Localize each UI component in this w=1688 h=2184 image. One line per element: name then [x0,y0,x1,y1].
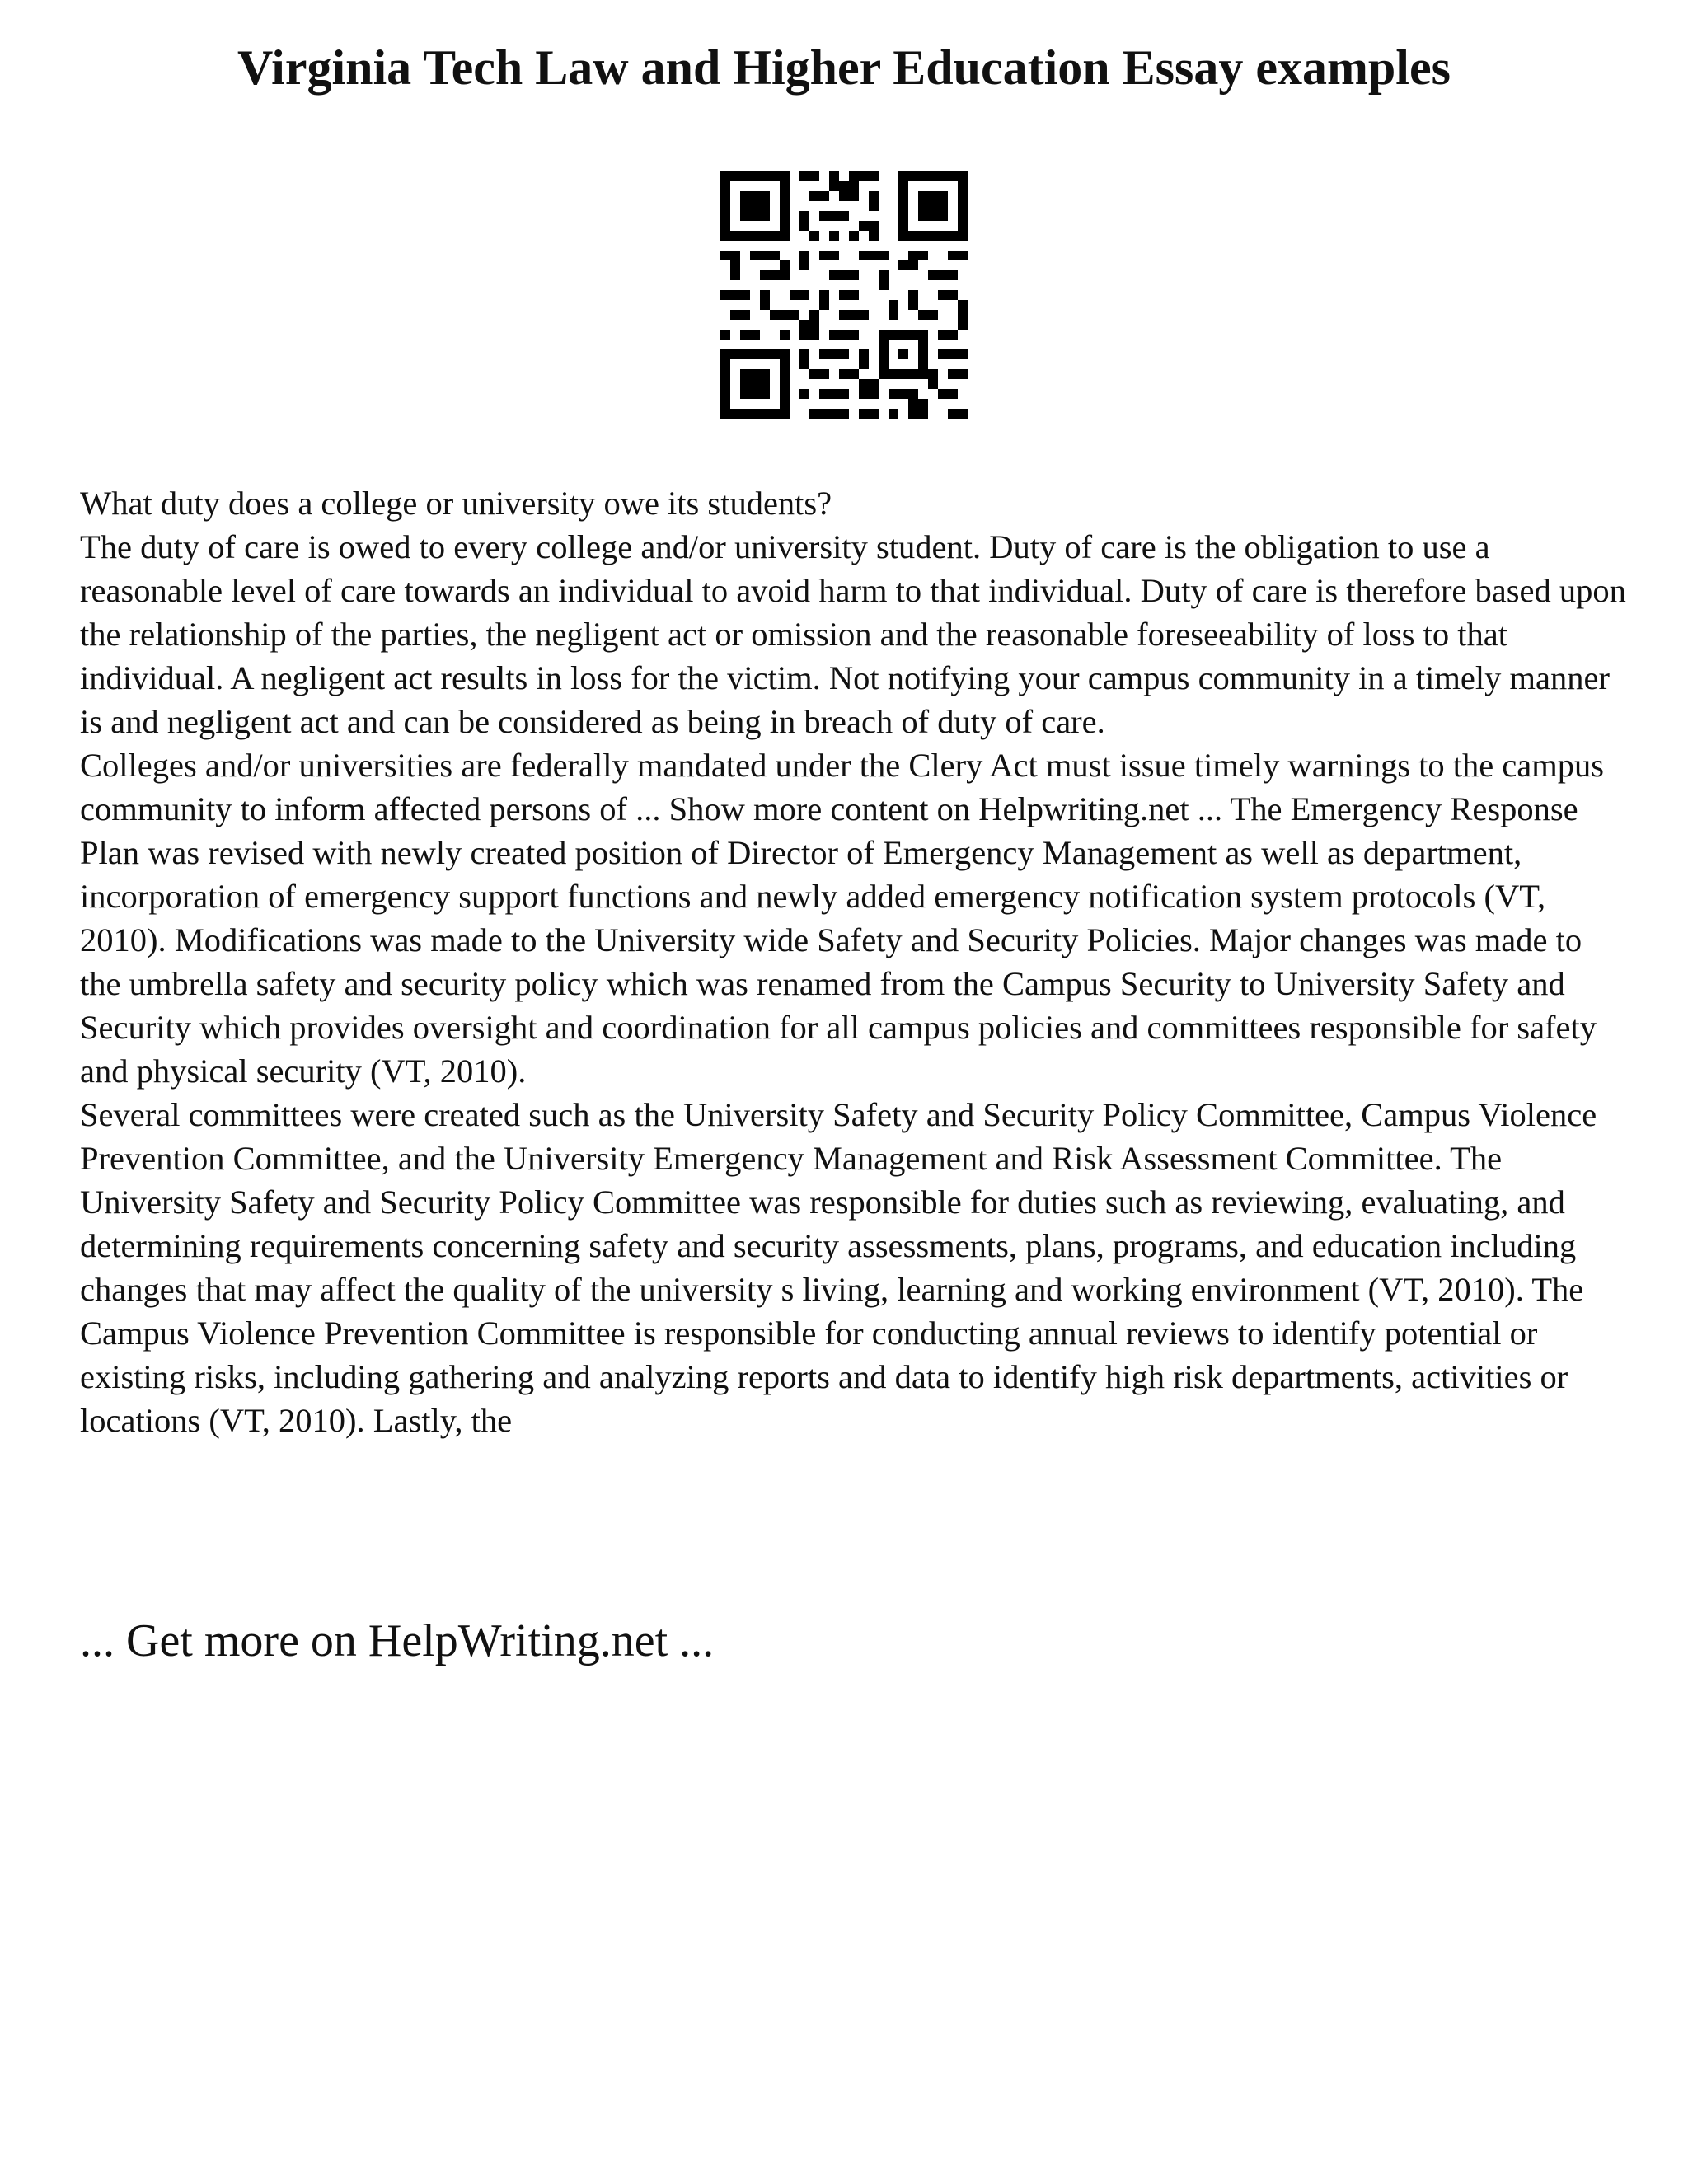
essay-paragraph: What duty does a college or university owe its students? [80,485,832,522]
essay-paragraph: Colleges and/or universities are federally mandated under the Clery Act must issue timely warnings to the campus community to inform affected persons of ... Show more content on Helpwriting.net ... The Emergency Response Plan was revised with newly created position of Director of Emergency Management as well as department, incorporation of emergency support functions and newly added emergency notification system protocols (VT, 2010). Modifications was made to the University wide Safety and Security Policies. Major changes was made to the umbrella safety and security policy which was renamed from the Campus Security to University Safety and Security which provides oversight and coordination for all campus policies and committees responsible for safety and physical security (VT, 2010). [80,747,1605,1090]
get-more-link[interactable]: ... Get more on HelpWriting.net ... [80,1615,715,1666]
essay-paragraph: The duty of care is owed to every college and/or university student. Duty of care is the obligation to use a reasonable level of care towards an individual to avoid harm to that individual. Duty of care is therefore based upon the relationship of the parties, the negligent act or omission and the reasonable foreseeability of loss to that individual. A negligent act results in loss for the victim. Not notifying your campus community in a timely manner is and negligent act and can be considered as being in breach of duty of care. [80,528,1626,740]
essay-paragraph: Several committees were created such as the University Safety and Security Policy Committee, Campus Violence Prevention Committee, and the University Emergency Management and Risk Assessment Committee. The University Safety and Security Policy Committee was responsible for duties such as reviewing, evaluating, and determining requirements concerning safety and security assessments, plans, programs, and education including changes that may affect the quality of the university s living, learning and working environment (VT, 2010). The Campus Violence Prevention Committee is responsible for conducting annual reviews to identify potential or existing risks, including gathering and analyzing reports and data to identify high risk departments, activities or locations (VT, 2010). Lastly, the [80,1096,1597,1439]
essay-body [80,481,1629,1442]
page-title: Virginia Tech Law and Higher Education Essay examples [237,40,1451,95]
qr-code-icon [720,171,968,419]
